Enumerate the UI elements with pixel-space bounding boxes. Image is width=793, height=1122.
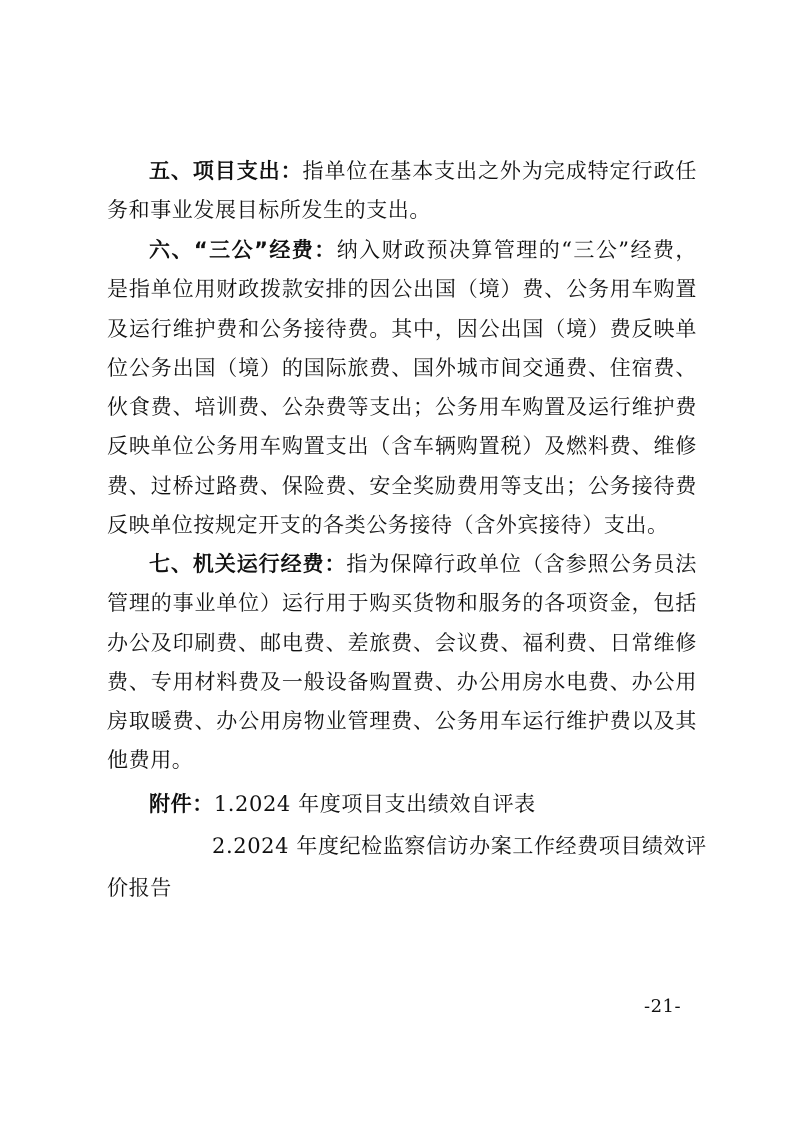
section-three-public-expenses [107, 231, 697, 545]
section-body: 纳入财政预决算管理的“三公”经费，是指单位用财政拨款安排的因公出国（境）费、公务用车购置及运行维护费和公务接待费。其中，因公出国（境）费反映单位公务出国（境）的国际旅费、国外城市间交通费、住宿费、伙食费、培训费、公杂费等支出；公务用车购置及运行维护费反映单位公务用车购置支出（含车辆购置税）及燃料费、维修费、过桥过路费、保险费、安全奖励费用等支出；公务接待费反映单位按规定开支的各类公务接待（含外宾接待）支出。 [107, 238, 697, 538]
page-number: -21- [644, 996, 682, 1017]
attachment-label: 附件： [149, 792, 214, 816]
section-heading: 五、项目支出： [149, 159, 303, 183]
section-heading: 六、“三公”经费： [149, 238, 337, 262]
section-body: 指为保障行政单位（含参照公务员法管理的事业单位）运行用于购买货物和服务的各项资金，包括办公及印刷费、邮电费、差旅费、会议费、福利费、日常维修费、专用材料费及一般设备购置费、办公用房水电费、办公用房取暖费、办公用房物业管理费、公务用车运行维护费以及其他费用。 [107, 552, 697, 773]
attachment-item-2-continued: 价报告 [107, 876, 172, 900]
attachment-item-2: 2.2024 年度纪检监察信访办案工作经费项目绩效评 [212, 834, 707, 858]
section-heading: 七、机关运行经费： [149, 552, 347, 576]
attachment-item-1: 1.2024 年度项目支出绩效自评表 [213, 792, 536, 816]
section-body: 指单位在基本支出之外为完成特定行政任务和事业发展目标所发生的支出。 [107, 159, 697, 223]
section-project-expenditure [107, 152, 697, 231]
section-agency-operating-expenses [107, 545, 697, 781]
attachment-line-1 [149, 788, 536, 818]
